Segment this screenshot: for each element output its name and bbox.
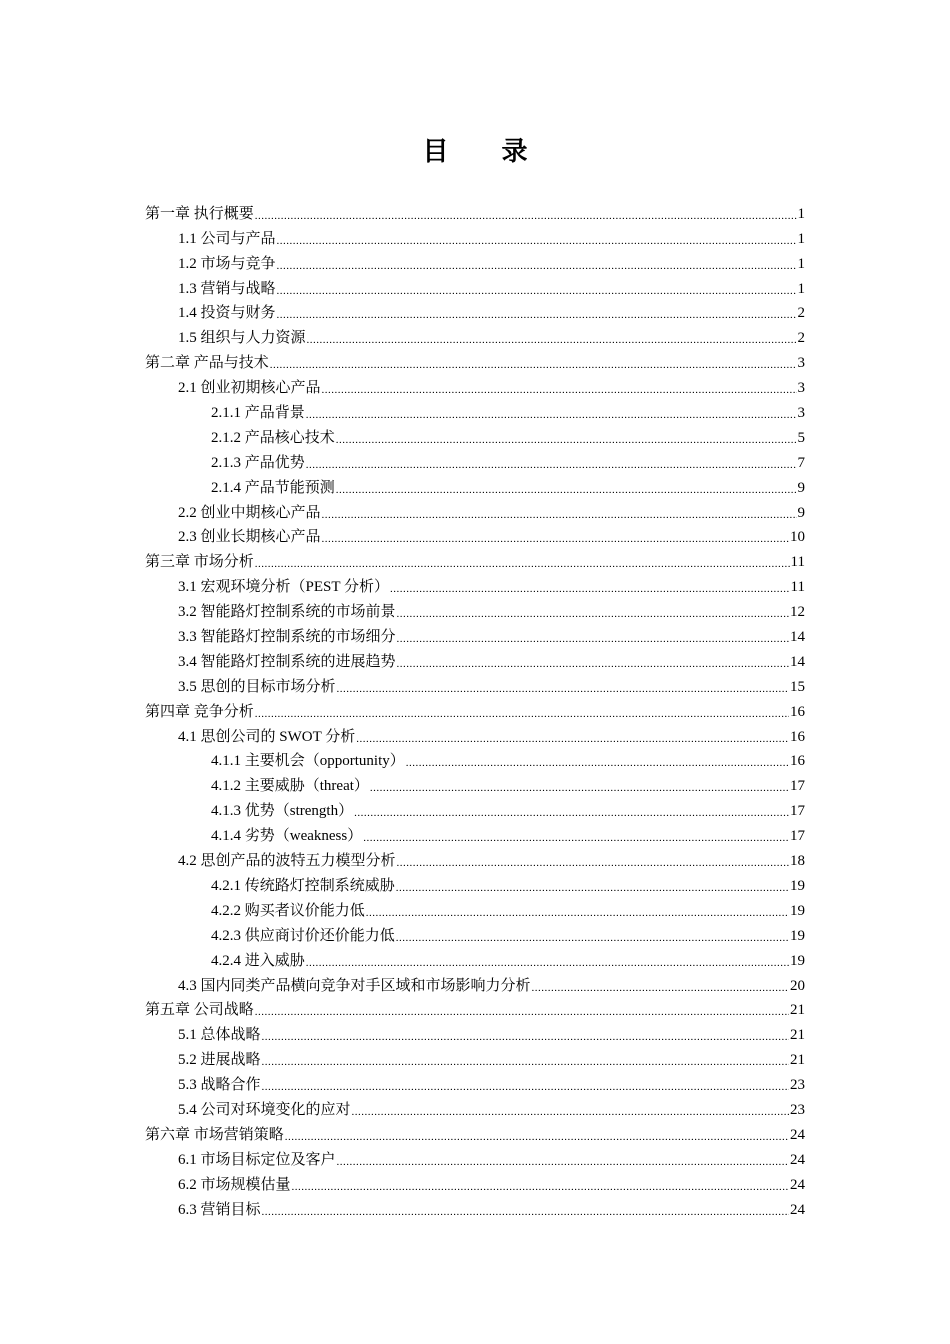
toc-leader-dots — [337, 1155, 789, 1169]
toc-leader-dots — [336, 433, 797, 447]
toc-entry-label: 第六章 市场营销策略 — [145, 1126, 284, 1143]
table-of-contents — [0, 198, 950, 1219]
toc-entry-label: 2.2 创业中期核心产品 — [178, 504, 321, 521]
toc-entry-label: 5.4 公司对环境变化的应对 — [178, 1101, 351, 1118]
toc-entry-37[interactable] — [0, 1094, 950, 1119]
toc-leader-dots — [363, 831, 789, 845]
toc-entry-label: 4.1.1 主要机会（opportunity） — [211, 753, 405, 770]
toc-leader-dots — [352, 1105, 789, 1119]
toc-leader-dots — [322, 532, 789, 546]
toc-entry-label: 4.3 国内同类产品横向竞争对手区域和市场影响力分析 — [178, 977, 531, 994]
toc-entry-page: 15 — [790, 678, 805, 695]
toc-leader-dots — [262, 1080, 789, 1094]
toc-entry-page: 3 — [797, 405, 805, 422]
toc-entry-label: 4.2.1 传统路灯控制系统威胁 — [211, 877, 395, 894]
toc-entry-1[interactable] — [0, 198, 950, 223]
toc-entry-35[interactable] — [0, 1044, 950, 1069]
toc-entry-32[interactable] — [0, 970, 950, 995]
toc-entry-page: 14 — [790, 653, 805, 670]
toc-entry-13[interactable] — [0, 497, 950, 522]
toc-entry-38[interactable] — [0, 1119, 950, 1144]
toc-entry-label: 4.2.3 供应商讨价还价能力低 — [211, 927, 395, 944]
toc-entry-25[interactable] — [0, 795, 950, 820]
toc-entry-page: 2 — [797, 305, 805, 322]
toc-entry-page: 17 — [790, 778, 805, 795]
toc-entry-page: 19 — [790, 952, 805, 969]
toc-leader-dots — [262, 1205, 789, 1219]
toc-entry-4[interactable] — [0, 273, 950, 298]
toc-leader-dots — [396, 931, 789, 945]
toc-entry-28[interactable] — [0, 870, 950, 895]
toc-leader-dots — [277, 234, 797, 248]
toc-entry-22[interactable] — [0, 721, 950, 746]
toc-entry-page: 3 — [797, 380, 805, 397]
toc-leader-dots — [397, 607, 789, 621]
toc-entry-page: 2 — [797, 330, 805, 347]
toc-entry-26[interactable] — [0, 820, 950, 845]
toc-entry-label: 3.5 思创的目标市场分析 — [178, 678, 336, 695]
toc-entry-page: 1 — [797, 280, 805, 297]
toc-entry-page: 16 — [790, 728, 805, 745]
toc-leader-dots — [255, 1005, 789, 1019]
toc-entry-label: 2.1.3 产品优势 — [211, 454, 305, 471]
toc-leader-dots — [370, 781, 789, 795]
toc-leader-dots — [262, 1055, 789, 1069]
toc-entry-label: 2.1.1 产品背景 — [211, 405, 305, 422]
toc-entry-label: 1.4 投资与财务 — [178, 305, 276, 322]
toc-entry-label: 2.3 创业长期核心产品 — [178, 529, 321, 546]
toc-entry-page: 12 — [790, 604, 805, 621]
toc-entry-page: 24 — [790, 1201, 805, 1218]
toc-leader-dots — [277, 259, 797, 273]
toc-entry-label: 3.4 智能路灯控制系统的进展趋势 — [178, 653, 396, 670]
toc-entry-23[interactable] — [0, 746, 950, 771]
toc-entry-34[interactable] — [0, 1019, 950, 1044]
toc-entry-page: 19 — [790, 927, 805, 944]
toc-leader-dots — [262, 1030, 789, 1044]
toc-entry-40[interactable] — [0, 1169, 950, 1194]
toc-entry-label: 4.2.2 购买者议价能力低 — [211, 902, 365, 919]
toc-leader-dots — [292, 1180, 789, 1194]
toc-entry-page: 21 — [790, 1052, 805, 1069]
toc-entry-label: 1.1 公司与产品 — [178, 230, 276, 247]
toc-entry-7[interactable] — [0, 347, 950, 372]
toc-entry-label: 5.1 总体战略 — [178, 1027, 261, 1044]
toc-entry-label: 4.1 思创公司的 SWOT 分析 — [178, 728, 356, 745]
toc-entry-page: 5 — [797, 429, 805, 446]
toc-entry-label: 2.1 创业初期核心产品 — [178, 380, 321, 397]
toc-entry-page: 1 — [797, 205, 805, 222]
toc-entry-label: 4.1.3 优势（strength） — [211, 803, 354, 820]
toc-entry-label: 6.2 市场规模估量 — [178, 1176, 291, 1193]
toc-leader-dots — [354, 806, 789, 820]
toc-leader-dots — [255, 557, 790, 571]
toc-entry-20[interactable] — [0, 671, 950, 696]
toc-entry-16[interactable] — [0, 571, 950, 596]
toc-entry-label: 1.5 组织与人力资源 — [178, 330, 306, 347]
toc-entry-label: 第五章 公司战略 — [145, 1002, 254, 1019]
toc-entry-page: 21 — [790, 1027, 805, 1044]
toc-entry-label: 3.1 宏观环境分析（PEST 分析） — [178, 579, 389, 596]
toc-leader-dots — [307, 333, 797, 347]
toc-leader-dots — [390, 582, 790, 596]
toc-entry-label: 3.3 智能路灯控制系统的市场细分 — [178, 629, 396, 646]
toc-entry-label: 4.1.2 主要威胁（threat） — [211, 778, 369, 795]
toc-entry-5[interactable] — [0, 298, 950, 323]
toc-entry-label: 4.1.4 劣势（weakness） — [211, 828, 363, 845]
toc-entry-label: 第三章 市场分析 — [145, 554, 254, 571]
toc-entry-label: 1.2 市场与竞争 — [178, 255, 276, 272]
toc-entry-label: 第四章 竞争分析 — [145, 703, 254, 720]
toc-entry-page: 23 — [790, 1101, 805, 1118]
toc-leader-dots — [277, 308, 797, 322]
toc-leader-dots — [255, 209, 797, 223]
toc-leader-dots — [397, 856, 789, 870]
toc-entry-12[interactable] — [0, 472, 950, 497]
toc-entry-page: 3 — [797, 355, 805, 372]
toc-leader-dots — [306, 956, 789, 970]
toc-entry-29[interactable] — [0, 895, 950, 920]
toc-entry-17[interactable] — [0, 596, 950, 621]
toc-entry-page: 21 — [790, 1002, 805, 1019]
toc-entry-label: 2.1.4 产品节能预测 — [211, 479, 335, 496]
toc-entry-39[interactable] — [0, 1144, 950, 1169]
toc-entry-15[interactable] — [0, 546, 950, 571]
toc-entry-8[interactable] — [0, 372, 950, 397]
toc-entry-page: 11 — [790, 554, 805, 571]
toc-entry-21[interactable] — [0, 696, 950, 721]
toc-entry-6[interactable] — [0, 322, 950, 347]
toc-leader-dots — [277, 284, 797, 298]
toc-entry-page: 1 — [797, 255, 805, 272]
toc-entry-label: 第二章 产品与技术 — [145, 355, 269, 372]
toc-entry-page: 23 — [790, 1077, 805, 1094]
toc-entry-page: 16 — [790, 703, 805, 720]
toc-entry-label: 6.1 市场目标定位及客户 — [178, 1151, 336, 1168]
toc-entry-label: 4.2.4 进入威胁 — [211, 952, 305, 969]
toc-entry-18[interactable] — [0, 621, 950, 646]
toc-entry-36[interactable] — [0, 1069, 950, 1094]
toc-leader-dots — [337, 682, 789, 696]
toc-entry-41[interactable] — [0, 1194, 950, 1219]
toc-entry-11[interactable] — [0, 447, 950, 472]
toc-entry-9[interactable] — [0, 397, 950, 422]
toc-entry-30[interactable] — [0, 920, 950, 945]
toc-entry-label: 6.3 营销目标 — [178, 1201, 261, 1218]
toc-entry-31[interactable] — [0, 945, 950, 970]
toc-entry-page: 19 — [790, 902, 805, 919]
toc-entry-page: 10 — [790, 529, 805, 546]
toc-entry-page: 17 — [790, 803, 805, 820]
toc-entry-page: 9 — [797, 479, 805, 496]
toc-entry-2[interactable] — [0, 223, 950, 248]
toc-entry-page: 14 — [790, 629, 805, 646]
toc-entry-label: 4.2 思创产品的波特五力模型分析 — [178, 853, 396, 870]
toc-leader-dots — [336, 483, 797, 497]
toc-entry-label: 1.3 营销与战略 — [178, 280, 276, 297]
toc-leader-dots — [397, 657, 789, 671]
toc-leader-dots — [322, 508, 797, 522]
toc-entry-14[interactable] — [0, 522, 950, 547]
toc-leader-dots — [306, 408, 797, 422]
toc-entry-page: 24 — [790, 1176, 805, 1193]
toc-entry-label: 第一章 执行概要 — [145, 205, 254, 222]
toc-entry-page: 1 — [797, 230, 805, 247]
toc-entry-24[interactable] — [0, 770, 950, 795]
toc-leader-dots — [356, 732, 789, 746]
toc-leader-dots — [397, 632, 789, 646]
toc-entry-10[interactable] — [0, 422, 950, 447]
toc-entry-page: 24 — [790, 1126, 805, 1143]
toc-leader-dots — [532, 981, 789, 995]
toc-entry-page: 24 — [790, 1151, 805, 1168]
page-title: 目 录 — [422, 137, 550, 167]
toc-entry-page: 17 — [790, 828, 805, 845]
toc-entry-label: 3.2 智能路灯控制系统的市场前景 — [178, 604, 396, 621]
toc-entry-page: 19 — [790, 877, 805, 894]
toc-leader-dots — [322, 383, 797, 397]
toc-entry-label: 2.1.2 产品核心技术 — [211, 429, 335, 446]
toc-leader-dots — [255, 707, 789, 721]
toc-entry-label: 5.3 战略合作 — [178, 1077, 261, 1094]
toc-leader-dots — [306, 458, 797, 472]
toc-entry-19[interactable] — [0, 646, 950, 671]
toc-entry-page: 9 — [797, 504, 805, 521]
toc-entry-27[interactable] — [0, 845, 950, 870]
toc-entry-33[interactable] — [0, 995, 950, 1020]
toc-entry-page: 20 — [790, 977, 805, 994]
toc-leader-dots — [270, 358, 797, 372]
toc-entry-page: 16 — [790, 753, 805, 770]
toc-entry-page: 7 — [797, 454, 805, 471]
toc-entry-3[interactable] — [0, 248, 950, 273]
toc-leader-dots — [396, 881, 789, 895]
toc-entry-page: 11 — [790, 579, 805, 596]
toc-leader-dots — [406, 756, 789, 770]
toc-entry-page: 18 — [790, 853, 805, 870]
toc-entry-label: 5.2 进展战略 — [178, 1052, 261, 1069]
toc-leader-dots — [366, 906, 789, 920]
toc-leader-dots — [285, 1130, 789, 1144]
